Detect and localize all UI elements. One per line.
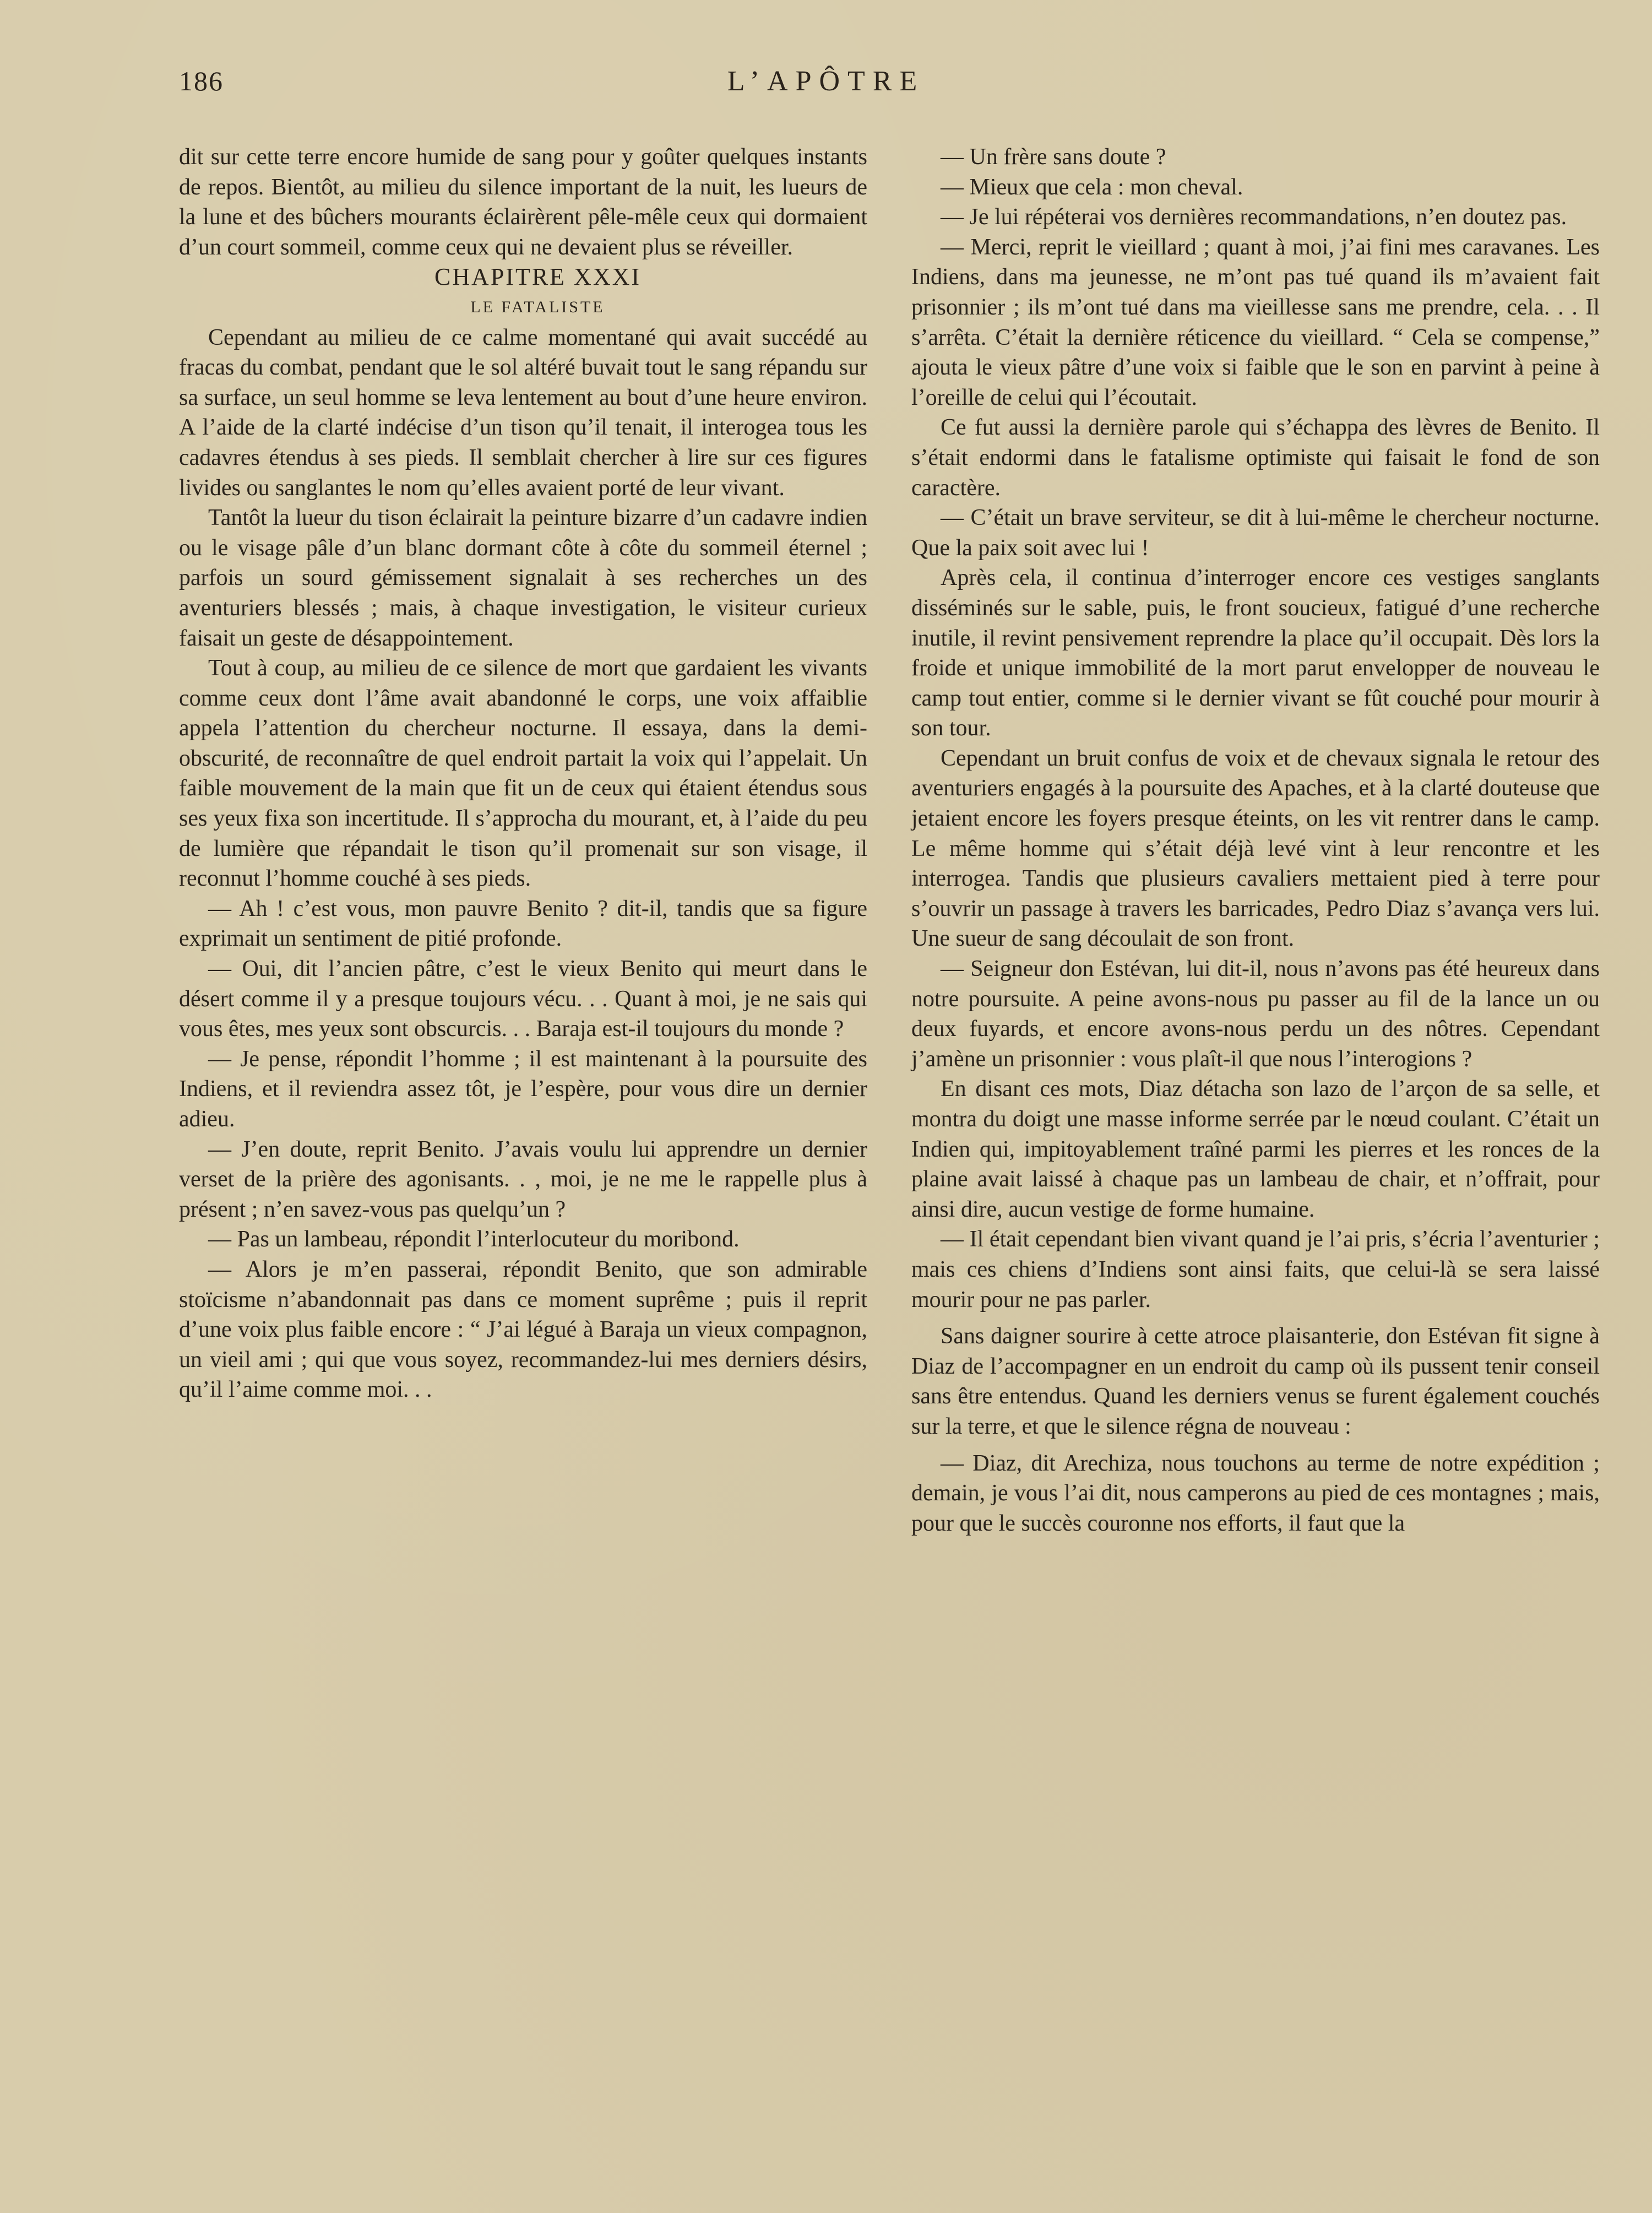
chapter-subtitle: LE FATALISTE — [470, 297, 605, 316]
paragraph: En disant ces mots, Diaz détacha son lazo de l’arçon de sa selle, et montra du doigt une masse informe serrée par le nœud coulant. C’était un Indien qui, impitoyablement traîné parmi les pierres et les ronces de la plaine avait laissé à chaque pas un lambeau de chair, et n’offrait, pour ainsi dire, aucun vestige de forme humaine. — [911, 1076, 1600, 1222]
paragraph: — Je lui répéterai vos dernières recommandations, n’en doutez pas. — [941, 204, 1567, 230]
paragraph: Après cela, il continua d’interroger encore ces vestiges sanglants disséminés sur le sable, puis, le front soucieux, fatigué d’une recherche inutile, il revint pensivement reprendre la place qu’il occupait. Dès lors la froide et unique immobilité de la mort parut envelopper de nouveau le camp tout entier, comme si le dernier vivant se fût couché pour mourir à son tour. — [911, 565, 1600, 741]
paragraph: Sans daigner sourire à cette atroce plaisanterie, don Estévan fit signe à Diaz de l’accompagner en un endroit du camp où ils pussent tenir conseil sans être entendus. Quand les derniers venus se furent également couchés sur la terre, et que le silence régna de nouveau : — [911, 1324, 1600, 1439]
paragraph: — Seigneur don Estévan, lui dit-il, nous n’avons pas été heureux dans notre poursuite. A peine avons-nous pu passer au fil de la lance un ou deux fuyards, et encore avons-nous perdu un des nôtres. Cependant j’amène un prisonnier : vous plaît-il que nous l’interogions ? — [911, 956, 1600, 1072]
running-title: L’APÔTRE — [727, 66, 925, 97]
right-column — [911, 142, 1600, 1538]
paragraph: — Ah ! c’est vous, mon pauvre Benito ? dit-il, tandis que sa figure exprimait un sentiment de pitié profonde. — [179, 896, 867, 952]
paragraph: Tout à coup, au milieu de ce silence de mort que gardaient les vivants comme ceux dont l’âme avait abandonné le corps, une voix affaiblie appela l’attention du chercheur nocturne. Il essaya, dans la demi-obscurité, de reconnaître de quel endroit partait la voix qui l’appelait. Un faible mouvement de la main que fit un de ceux qui étaient étendus sous ses yeux fixa son incertitude. Il s’approcha du mourant, et, à l’aide du peu de lumière que répandait le tison qu’il promenait sur son visage, il reconnut l’homme couché à ses pieds. — [179, 655, 867, 892]
paragraph: — Je pense, répondit l’homme ; il est maintenant à la poursuite des Indiens, et il reviendra assez tôt, je l’espère, pour vous dire un dernier adieu. — [179, 1046, 867, 1132]
paragraph: — C’était un brave serviteur, se dit à lui-même le chercheur nocturne. Que la paix soit avec lui ! — [911, 505, 1600, 561]
paragraph: Cependant un bruit confus de voix et de chevaux signala le retour des aventuriers engagés à la poursuite des Apaches, et à la clarté douteuse que jetaient encore les foyers presque éteints, on les vit rentrer dans le camp. Le même homme qui s’était déjà levé vint à leur rencontre et les interrogea. Tandis que plusieurs cavaliers mettaient pied à terre pour s’ouvrir un passage à travers les barricades, Pedro Diaz s’avança vers lui. Une sueur de sang découlait de son front. — [911, 745, 1600, 952]
page-number: 186 — [179, 66, 224, 96]
chapter-title: CHAPITRE XXXI — [434, 263, 642, 291]
paragraph: — Alors je m’en passerai, répondit Benito, que son admirable stoïcisme n’abandonnait pas dans ce moment suprême ; puis il reprit d’une voix plus faible encore : “ J’ai légué à Baraja un vieux compagnon, un vieil ami ; qui que vous soyez, recommandez-lui mes derniers désirs, qu’il l’aime comme moi. . . — [179, 1256, 867, 1403]
left-column — [179, 142, 867, 1405]
paragraph: dit sur cette terre encore humide de sang pour y goûter quelques instants de repos. Bientôt, au milieu du silence important de la nuit, les lueurs de la lune et des bûchers mourants éclairèrent pêle-mêle ceux qui dormaient d’un court sommeil, comme ceux qui ne devaient plus se réveiller. — [179, 144, 867, 260]
paragraph: — Mieux que cela : mon cheval. — [941, 174, 1243, 200]
paragraph: — Merci, reprit le vieillard ; quant à moi, j’ai fini mes caravanes. Les Indiens, dans ma jeunesse, ne m’ont pas tué quand ils m’avaient fait prisonnier ; ils m’ont tué dans ma vieillesse sans me prendre, cela. . . Il s’arrêta. C’était la dernière réticence du vieillard. “ Cela se compense,” ajouta le vieux pâtre d’une voix si faible que le son en parvint à peine à l’oreille de celui qui l’écoutait. — [911, 234, 1600, 410]
paragraph: — Il était cependant bien vivant quand je l’ai pris, s’écria l’aventurier ; mais ces chiens d’Indiens sont ainsi faits, que celui-là se sera laissé mourir pour ne pas parler. — [911, 1227, 1600, 1312]
paragraph: — Diaz, dit Arechiza, nous touchons au terme de notre expédition ; demain, je vous l’ai dit, nous camperons au pied de ces montagnes ; mais, pour que le succès couronne nos efforts, il faut que la — [911, 1450, 1600, 1536]
paragraph: — J’en doute, reprit Benito. J’avais voulu lui apprendre un dernier verset de la prière des agonisants. . , moi, je ne me le rappelle plus à présent ; n’en savez-vous pas quelqu’un ? — [179, 1136, 867, 1222]
paragraph: — Un frère sans doute ? — [941, 144, 1166, 170]
paragraph: Ce fut aussi la dernière parole qui s’échappa des lèvres de Benito. Il s’était endormi dans le fatalisme optimiste qui faisait le fond de son caractère. — [911, 415, 1600, 501]
paragraph: Cependant au milieu de ce calme momentané qui avait succédé au fracas du combat, pendant que le sol altéré buvait tout le sang répandu sur sa surface, un seul homme se leva lentement au bout d’une heure environ. A l’aide de la clarté indécise d’un tison qu’il tenait, il interogea tous les cadavres étendus à ses pieds. Il semblait chercher à lire sur ces figures livides ou sanglantes le nom qu’elles avaient porté de leur vivant. — [179, 324, 867, 501]
paragraph: Tantôt la lueur du tison éclairait la peinture bizarre d’un cadavre indien ou le visage pâle d’un blanc dormant côte à côte du sommeil éternel ; parfois un sourd gémissement signalait à ses recherches un des aventuriers blessés ; mais, à chaque investigation, le visiteur curieux faisait un geste de désappointement. — [179, 505, 867, 651]
paragraph: — Pas un lambeau, répondit l’interlocuteur du moribond. — [208, 1227, 740, 1252]
paragraph: — Oui, dit l’ancien pâtre, c’est le vieux Benito qui meurt dans le désert comme il y a presque toujours vécu. . . Quant à moi, je ne sais qui vous êtes, mes yeux sont obscurcis. . . Baraja est-il toujours du monde ? — [179, 956, 867, 1042]
